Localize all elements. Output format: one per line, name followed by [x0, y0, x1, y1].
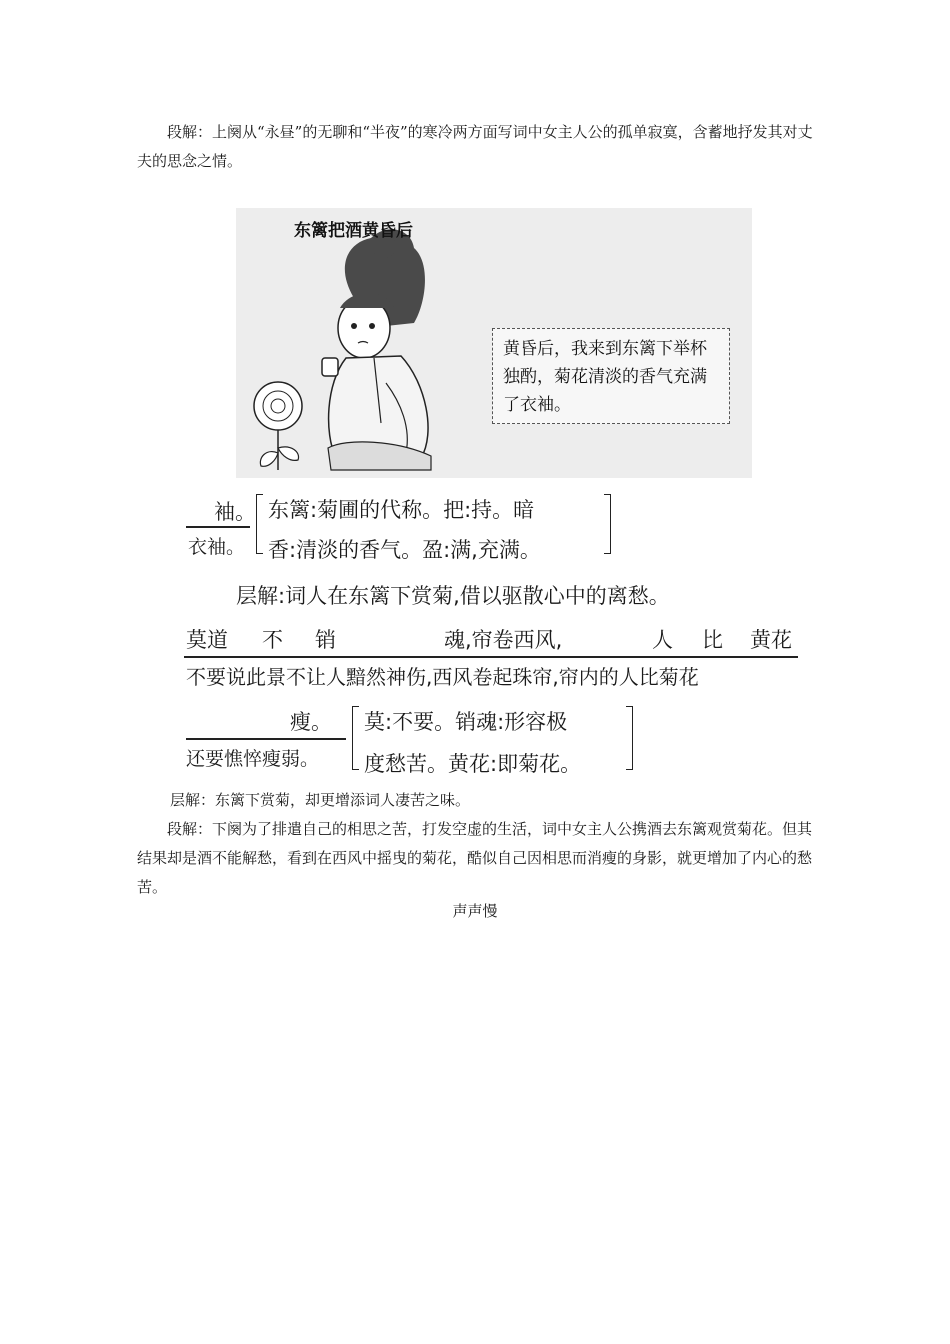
poem-word-2: 不 — [262, 628, 283, 652]
next-section-title: 声声慢 — [452, 902, 498, 920]
layer-analysis-2: 层解：东篱下赏菊，却更增添词人凄苦之味。 — [170, 791, 471, 809]
annot2-right-bracket — [626, 706, 633, 770]
paragraph-analysis-2: 段解：下阕为了排遣自己的相思之苦，打发空虚的生活，词中女主人公携酒去东篱观赏菊花。但其结果却是酒不能解愁，看到在西风中摇曳的菊花，酷似自己因相思而消瘦的身影，就更增加了内心的愁苦。 — [137, 820, 813, 896]
poem-word-7: 黄花 — [750, 628, 792, 652]
annot2-bottom: 度愁苦。黄花:即菊花。 — [364, 752, 582, 776]
annot1-left-bracket — [256, 494, 263, 554]
annot1-underline — [186, 526, 250, 528]
annot1-gloss: 衣袖。 — [188, 536, 246, 558]
line2-translation: 不要说此景不让人黯然神伤,西风卷起珠帘,帘内的人比菊花 — [186, 665, 699, 689]
annot2-underline — [186, 738, 346, 740]
illustration — [236, 208, 752, 478]
annot2-left-bracket — [352, 706, 359, 770]
annot1-top: 东篱:菊圃的代称。把:持。暗 — [268, 498, 535, 522]
figure-caption-box: 黄昏后，我来到东篱下举杯独酌，菊花清淡的香气充满了衣袖。 — [492, 328, 730, 424]
annot1-bottom: 香:清淡的香气。盈:满,充满。 — [268, 538, 541, 562]
layer-analysis-1: 层解:词人在东篱下赏菊,借以驱散心中的离愁。 — [236, 584, 670, 608]
annot2-word: 瘦。 — [290, 710, 332, 734]
poem-word-1: 莫道 — [186, 628, 228, 652]
annot1-word: 袖。 — [214, 500, 256, 524]
annot1-right-bracket — [604, 494, 611, 554]
paragraph-analysis-1: 段解：上阕从“永昼”的无聊和“半夜”的寒冷两方面写词中女主人公的孤单寂寞，含蓄地抒发其对丈夫的思念之情。 — [137, 123, 813, 170]
annot2-top: 莫:不要。销魂:形容极 — [364, 710, 568, 734]
line2-underline — [184, 656, 798, 658]
figure-title: 东篱把酒黄昏后 — [294, 221, 413, 241]
annot2-gloss: 还要憔悴瘦弱。 — [186, 748, 320, 770]
poem-word-3: 销 — [315, 628, 336, 652]
poem-word-5: 人 — [652, 628, 673, 652]
poem-word-6: 比 — [702, 628, 723, 652]
poem-word-4: 魂,帘卷西风, — [444, 628, 563, 652]
